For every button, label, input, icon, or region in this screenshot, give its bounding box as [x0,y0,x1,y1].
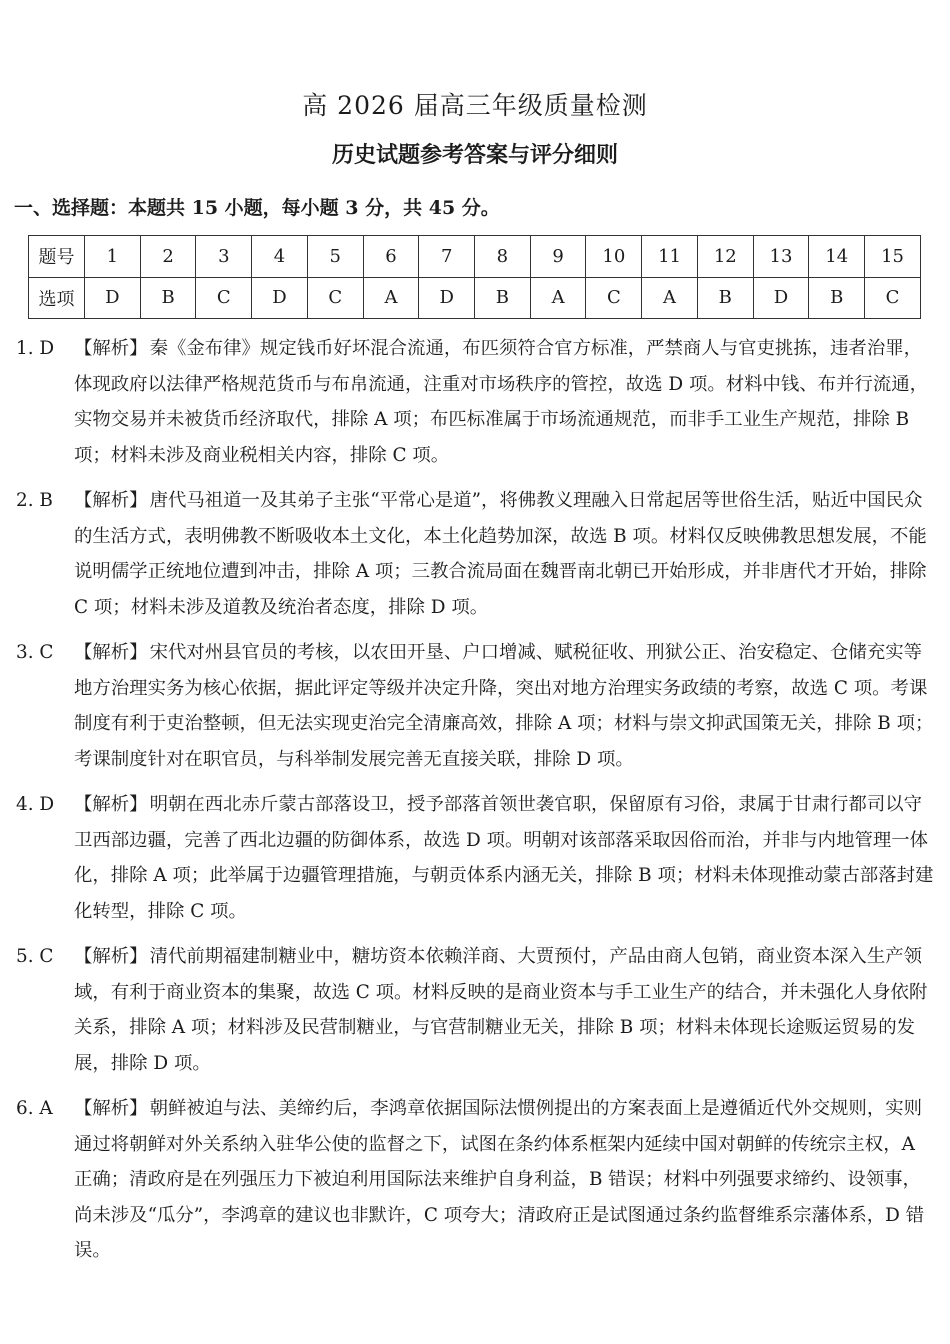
item-number: 4. D [16,794,55,815]
explanation-text: 宋代对州县官员的考核，以农田开垦、户口增减、赋税征收、刑狱公正、治安稳定、仓储充实等地方治理实务为核心依据，据此评定等级并决定升降，突出对地方治理实务政绩的考察，故选 C 项。考课制度有利于吏治整顿，但无法实现吏治完全清廉高效，排除 A 项；材料与崇文抑武国策无关，排除 B 项；考课制度针对在职官员，与科举制发展完善无直接关联，排除 D 项。 [74,642,934,770]
page-subtitle: 历史试题参考答案与评分细则 [331,142,618,168]
item-number: 6. A [16,1098,53,1119]
explanation-item [16,1091,938,1269]
explanation-text: 秦《金布律》规定钱币好坏混合流通，布匹须符合官方标准，严禁商人与官吏挑拣，违者治罪，体现政府以法律严格规范货币与布帛流通，注重对市场秩序的管控，故选 D 项。材料中钱、布并行流通，实物交易并未被货币经济取代，排除 A 项；布匹标准属于市场流通规范，而非手工业生产规范，排除 B 项；材料未涉及商业税相关内容，排除 C 项。 [74,338,929,466]
table-cell: A [642,277,698,319]
row-label-option: 选项 [29,277,85,319]
explanation-text: 明朝在西北赤斤蒙古部落设卫，授予部落首领世袭官职，保留原有习俗，隶属于甘肃行都司以守卫西部边疆，完善了西北边疆的防御体系，故选 D 项。明朝对该部落采取因俗而治，并非与内地管理一体化，排除 A 项；此举属于边疆管理措施，与朝贡体系内涵无关，排除 B 项；材料未体现推动蒙古部落封建化转型，排除 C 项。 [74,794,934,922]
table-cell: A [363,277,419,319]
page-title: 高 2026 届高三年级质量检测 [302,91,648,120]
table-cell: 14 [809,236,865,278]
explanation-item [16,939,938,1081]
table-cell: 5 [307,236,363,278]
table-cell: 9 [530,236,586,278]
table-cell: B [475,277,531,319]
table-cell: 11 [642,236,698,278]
item-number: 3. C [16,642,54,663]
explanation-list [16,331,938,1279]
table-cell: 1 [85,236,141,278]
table-cell: 8 [475,236,531,278]
table-cell: D [252,277,308,319]
table-cell: D [419,277,475,319]
analysis-label: 【解析】 [74,338,148,359]
table-cell: 7 [419,236,475,278]
table-cell: C [865,277,921,319]
explanation-item [16,331,938,473]
table-cell: C [196,277,252,319]
analysis-label: 【解析】 [74,794,148,815]
table-cell: C [307,277,363,319]
item-number: 2. B [16,490,53,511]
analysis-label: 【解析】 [74,490,148,511]
explanation-text: 朝鲜被迫与法、美缔约后，李鸿章依据国际法惯例提出的方案表面上是遵循近代外交规则，实则通过将朝鲜对外关系纳入驻华公使的监督之下，试图在条约体系框架内延续中国对朝鲜的传统宗主权，A 正确；清政府是在列强压力下被迫利用国际法来维护自身利益，B 错误；材料中列强要求缔约、设领事，尚未涉及“瓜分”，李鸿章的建议也非默许，C 项夸大；清政府正是试图通过条约监督维系宗藩体系，D 错误。 [74,1098,925,1261]
table-cell: B [809,277,865,319]
table-cell: 6 [363,236,419,278]
table-cell: C [586,277,642,319]
analysis-label: 【解析】 [74,946,148,967]
analysis-label: 【解析】 [74,642,148,663]
explanation-text: 清代前期福建制糖业中，糖坊资本依赖洋商、大贾预付，产品由商人包销，商业资本深入生产领域，有利于商业资本的集聚，故选 C 项。材料反映的是商业资本与手工业生产的结合，并未强化人身依附关系，排除 A 项；材料涉及民营制糖业，与官营制糖业无关，排除 B 项；材料未体现长途贩运贸易的发展，排除 D 项。 [74,946,928,1074]
table-cell: B [697,277,753,319]
table-cell: 12 [697,236,753,278]
table-cell: B [140,277,196,319]
row-label-number: 题号 [29,236,85,278]
table-cell: D [753,277,809,319]
section-heading: 一、选择题：本题共 15 小题，每小题 3 分，共 45 分。 [14,197,500,219]
table-row-options [29,277,921,319]
table-cell: 4 [252,236,308,278]
explanation-item [16,483,938,625]
table-cell: A [530,277,586,319]
table-cell: 2 [140,236,196,278]
table-row-numbers [29,236,921,278]
table-cell: 10 [586,236,642,278]
table-cell: 13 [753,236,809,278]
explanation-item [16,635,938,777]
analysis-label: 【解析】 [74,1098,148,1119]
answer-table [28,235,921,319]
explanation-text: 唐代马祖道一及其弟子主张“平常心是道”，将佛教义理融入日常起居等世俗生活，贴近中国民众的生活方式，表明佛教不断吸收本土文化，本土化趋势加深，故选 B 项。材料仅反映佛教思想发展，不能说明儒学正统地位遭到冲击，排除 A 项；三教合流局面在魏晋南北朝已开始形成，并非唐代才开始，排除 C 项；材料未涉及道教及统治者态度，排除 D 项。 [74,490,927,618]
table-cell: D [85,277,141,319]
item-number: 5. C [16,946,54,967]
table-cell: 15 [865,236,921,278]
item-number: 1. D [16,338,55,359]
explanation-item [16,787,938,929]
table-cell: 3 [196,236,252,278]
